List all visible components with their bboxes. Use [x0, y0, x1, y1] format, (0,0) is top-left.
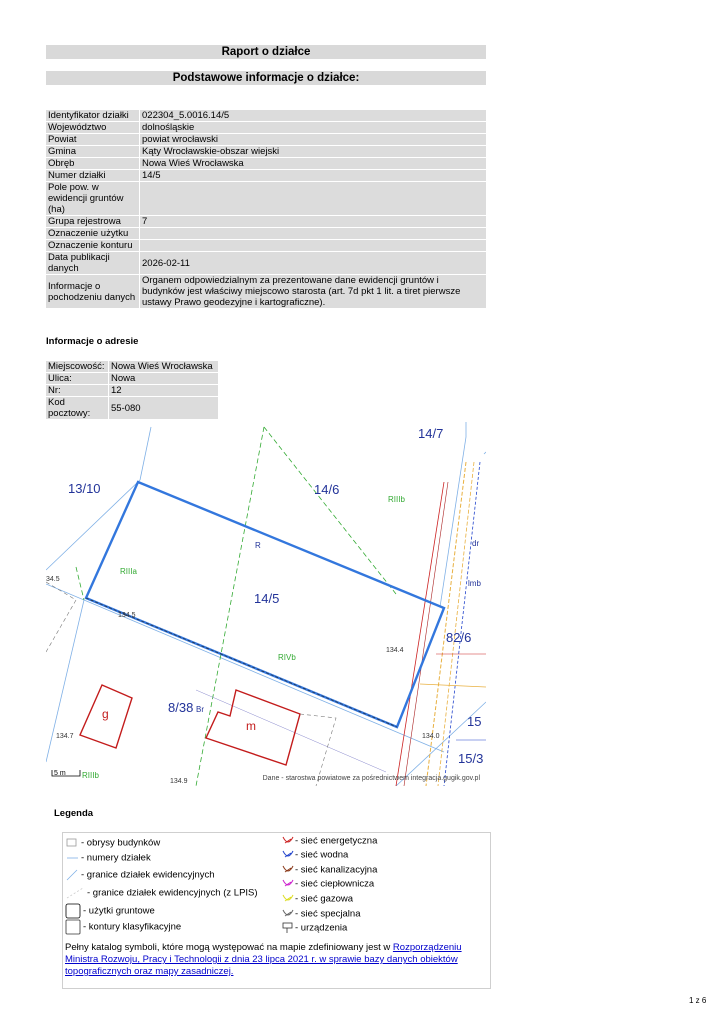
- sewer-network-icon: [281, 864, 295, 876]
- parcel-value: Organem odpowiedzialnym za prezentowane dane ewidencji gruntów i budynków jest właściwy miejscowo starosta (art. 7d pkt 1 lit. a tiret pierwsze ustawy Prawo geodezyjne i kartograficzne).: [140, 275, 486, 308]
- address-label: Ulica:: [46, 373, 109, 384]
- elevation-labels: [46, 576, 440, 785]
- parcel-label: Obręb: [46, 158, 140, 169]
- address-label: Kod pocztowy:: [46, 397, 109, 419]
- parcel-value: powiat wrocławski: [140, 134, 486, 145]
- legend-item-special-network: [281, 908, 360, 920]
- table-row: [46, 170, 486, 181]
- symbol-catalog-note: [65, 942, 485, 978]
- parcel-info-table: [46, 109, 486, 309]
- legend-item-gas-network: [281, 893, 353, 905]
- legend-label: - sieć wodna: [295, 849, 349, 861]
- legend-item-parcel-numbers: [65, 852, 151, 864]
- table-row: [46, 122, 486, 133]
- map-credit: Dane - starostwa powiatowe za pośrednictwem integracja.gugik.gov.pl: [262, 775, 480, 782]
- legend-label: - obrysy budynków: [81, 837, 161, 849]
- parcel-label-8-38: 8/38: [168, 700, 194, 715]
- land-use-label: RIIIb: [388, 495, 405, 504]
- parcel-label: Data publikacji danych: [46, 252, 140, 274]
- legend-box: [62, 832, 491, 989]
- building-outline-icon: [65, 837, 81, 849]
- device-icon: [281, 922, 295, 934]
- parcel-label: Pole pow. w ewidencji gruntów (ha): [46, 182, 140, 215]
- legend-item-land-use: [65, 903, 155, 919]
- parcel-number-icon: [65, 852, 81, 864]
- special-network-icon: [281, 908, 295, 920]
- parcel-value: Kąty Wrocławskie-obszar wiejski: [140, 146, 486, 157]
- page-number: 1 z 6: [689, 996, 707, 1005]
- legend-item-devices: [281, 922, 347, 934]
- elevation-label: 34.5: [46, 576, 60, 583]
- parcel-label: Identyfikator działki: [46, 110, 140, 121]
- table-row: [46, 216, 486, 227]
- land-use-label: RIIIb: [82, 771, 99, 780]
- parcel-value: Nowa Wieś Wrocławska: [140, 158, 486, 169]
- land-use-boundaries: [76, 427, 396, 786]
- legend-label: - sieć kanalizacyjna: [295, 864, 378, 876]
- legend-item-sewer-network: [281, 864, 377, 876]
- report-title: Raport o działce: [46, 45, 486, 59]
- parcel-label-13-10: 13/10: [68, 481, 101, 496]
- legend-label: - sieć specjalna: [295, 908, 361, 920]
- parcel-value: 022304_5.0016.14/5: [140, 110, 486, 121]
- land-use-label: RIVb: [278, 653, 296, 662]
- parcel-value: dolnośląskie: [140, 122, 486, 133]
- legend-item-classification-contours: [65, 919, 181, 935]
- legend-item-lpis-boundaries: [65, 887, 258, 899]
- heat-network-icon: [281, 878, 295, 890]
- scale-label: 5 m: [54, 770, 66, 777]
- gas-network-icon: [281, 893, 295, 905]
- elevation-label: 134.7: [56, 733, 74, 740]
- parcel-number-labels: [68, 426, 483, 766]
- parcel-label: Numer działki: [46, 170, 140, 181]
- table-row: [46, 361, 218, 372]
- legend-label: - granice działek ewidencyjnych: [81, 869, 215, 881]
- address-section-title: Informacje o adresie: [46, 336, 139, 347]
- parcel-label-14-5: 14/5: [254, 591, 280, 606]
- legend-label: - sieć gazowa: [295, 893, 354, 905]
- classification-contour-icon: [65, 919, 83, 935]
- legend-label: - urządzenia: [295, 922, 348, 934]
- table-row: [46, 373, 218, 384]
- parcel-label: Gmina: [46, 146, 140, 157]
- table-row: [46, 385, 218, 396]
- table-row: [46, 228, 486, 239]
- parcel-boundary-icon: [65, 869, 81, 881]
- parcel-value: 7: [140, 216, 486, 227]
- address-value: Nowa: [109, 373, 218, 384]
- building-label-g: g: [102, 707, 109, 721]
- table-row: [46, 252, 486, 274]
- table-row: [46, 146, 486, 157]
- table-row: [46, 240, 486, 251]
- parcel-value: 14/5: [140, 170, 486, 181]
- land-use-labels: [82, 495, 405, 780]
- parcel-label: Oznaczenie użytku: [46, 228, 140, 239]
- parcel-map[interactable]: [46, 422, 486, 786]
- parcel-label-14-7: 14/7: [418, 426, 444, 441]
- regulation-link[interactable]: Rozporządzeniu Ministra Rozwoju, Pracy i Technologii z dnia 23 lipca 2021 r. w sprawie bazy danych obiektów topograficznych oraz mapy zasadniczej.: [65, 942, 462, 977]
- parcel-label: Powiat: [46, 134, 140, 145]
- elevation-label: 134.4: [386, 647, 404, 654]
- elevation-label: 134.9: [170, 778, 188, 785]
- legend-label: - sieć energetyczna: [295, 835, 378, 847]
- table-row: [46, 110, 486, 121]
- contour-label: lmb: [468, 579, 481, 588]
- legend-label: - numery działek: [81, 852, 151, 864]
- legend-item-energy-network: [281, 835, 377, 847]
- table-row: [46, 182, 486, 215]
- lpis-boundary-icon: [65, 887, 87, 899]
- section-basic-info-title: Podstawowe informacje o działce:: [46, 71, 486, 85]
- parcel-label-82-6: 82/6: [446, 630, 472, 645]
- parcel-label-15: 15: [467, 714, 482, 729]
- legend-item-heat-network: [281, 878, 374, 890]
- legend-label: - granice działek ewidencyjnych (z LPIS): [87, 887, 258, 899]
- land-use-label: RIIIa: [120, 567, 137, 576]
- legend-title: Legenda: [54, 808, 94, 819]
- address-label: Nr:: [46, 385, 109, 396]
- parcel-label-14-6: 14/6: [314, 482, 340, 497]
- table-row: [46, 275, 486, 308]
- elevation-label: 134.0: [422, 733, 440, 740]
- parcel-value: [140, 182, 486, 215]
- contour-label: R: [255, 541, 261, 550]
- legend-label: - kontury klasyfikacyjne: [83, 921, 182, 933]
- address-value: Nowa Wieś Wrocławska: [109, 361, 218, 372]
- parcel-label: Informacje o pochodzeniu danych: [46, 275, 140, 308]
- land-use-icon: [65, 903, 83, 919]
- parcel-value: [140, 228, 486, 239]
- address-value: 12: [109, 385, 218, 396]
- parcel-label: Województwo: [46, 122, 140, 133]
- address-value: 55-080: [109, 397, 218, 419]
- building-label-m: m: [246, 719, 256, 733]
- legend-item-water-network: [281, 849, 348, 861]
- contour-label: Br: [196, 705, 204, 714]
- legend-label: - sieć ciepłownicza: [295, 878, 375, 890]
- contour-label: dr: [472, 539, 480, 548]
- elevation-label: 134.5: [118, 612, 136, 619]
- address-label: Miejscowość:: [46, 361, 109, 372]
- address-table: [46, 360, 218, 420]
- table-row: [46, 397, 218, 419]
- energy-network-icon: [281, 835, 295, 847]
- legend-label: - użytki gruntowe: [83, 905, 155, 917]
- table-row: [46, 134, 486, 145]
- scale-bar: [52, 770, 80, 777]
- parcel-label: Grupa rejestrowa: [46, 216, 140, 227]
- parcel-value: 2026-02-11: [140, 252, 486, 274]
- utility-lines: [196, 462, 486, 786]
- parcel-label-15-3: 15/3: [458, 751, 484, 766]
- legend-item-building-outlines: [65, 837, 160, 849]
- water-network-icon: [281, 849, 295, 861]
- legend-item-parcel-boundaries: [65, 869, 215, 881]
- catalog-text: Pełny katalog symboli, które mogą występować na mapie zdefiniowany jest w: [65, 942, 393, 953]
- parcel-value: [140, 240, 486, 251]
- table-row: [46, 158, 486, 169]
- parcel-label: Oznaczenie konturu: [46, 240, 140, 251]
